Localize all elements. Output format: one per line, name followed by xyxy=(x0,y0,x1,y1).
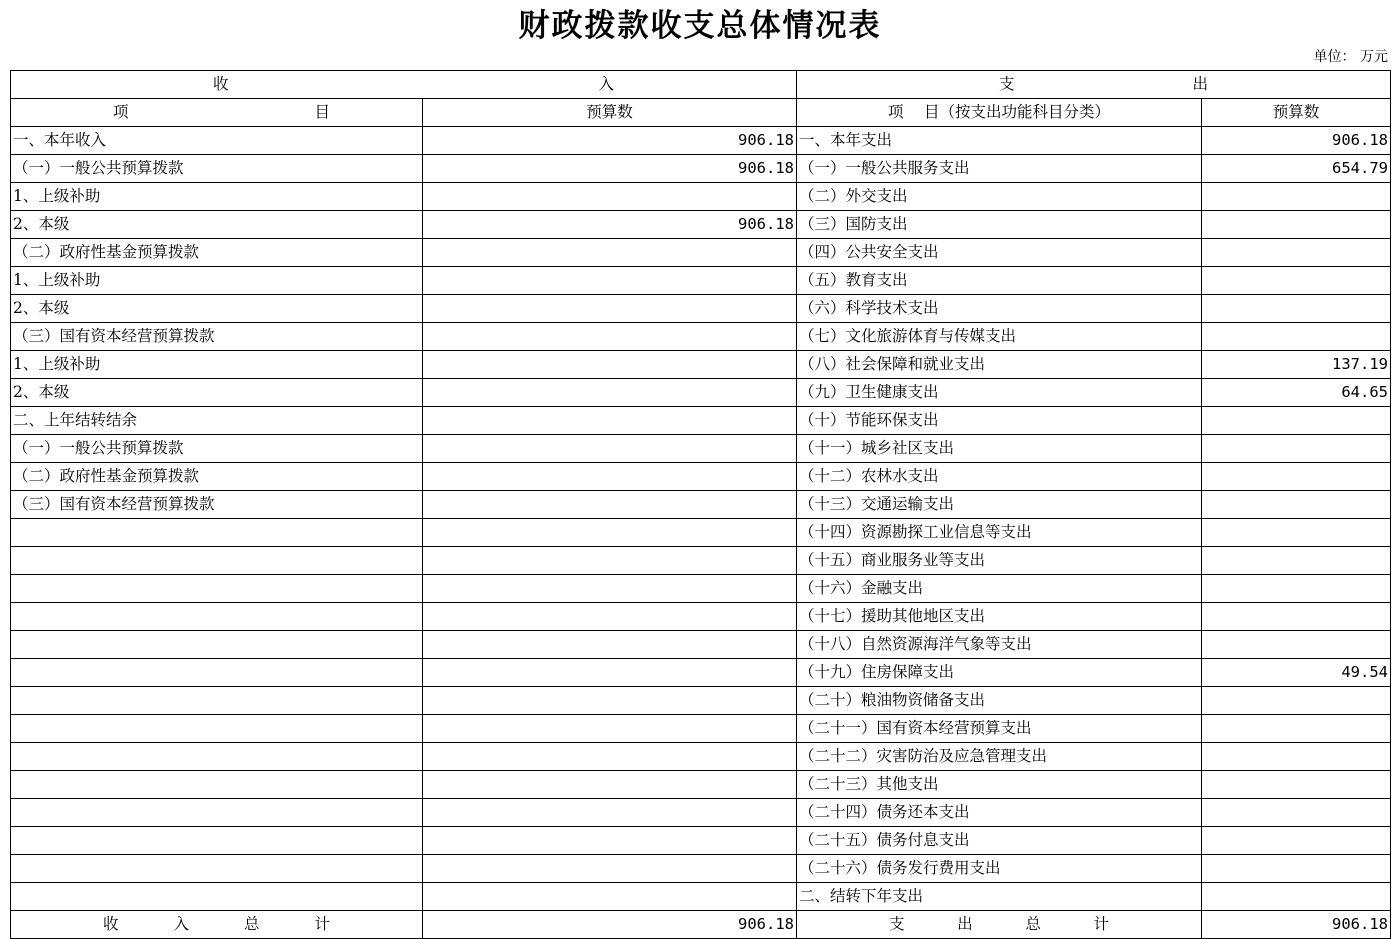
table-row xyxy=(11,631,1391,659)
expense-value-cell xyxy=(1202,239,1391,267)
income-item-cell xyxy=(11,519,423,547)
income-value-cell xyxy=(423,743,797,771)
income-item-cell xyxy=(11,799,423,827)
table-row xyxy=(11,575,1391,603)
income-value-cell xyxy=(423,855,797,883)
table-row xyxy=(11,407,1391,435)
expense-value-cell xyxy=(1202,267,1391,295)
expense-item-cell: （十九）住房保障支出 xyxy=(797,659,1202,687)
income-value-cell xyxy=(423,351,797,379)
income-section-char-2: 入 xyxy=(598,75,614,93)
expense-value-cell xyxy=(1202,295,1391,323)
table-row xyxy=(11,239,1391,267)
table-row xyxy=(11,295,1391,323)
income-value-cell xyxy=(423,519,797,547)
income-item-cell: 2、本级 xyxy=(11,379,423,407)
expense-value-cell xyxy=(1202,547,1391,575)
table-row xyxy=(11,155,1391,183)
income-value-cell xyxy=(423,603,797,631)
expense-total-value: 906.18 xyxy=(1202,911,1391,939)
expense-total-char: 支 xyxy=(889,915,905,933)
income-value-cell xyxy=(423,547,797,575)
expense-budget-header: 预算数 xyxy=(1202,99,1391,127)
table-body xyxy=(11,127,1391,911)
expense-value-cell: 49.54 xyxy=(1202,659,1391,687)
income-item-cell: （一）一般公共预算拨款 xyxy=(11,155,423,183)
income-total-label xyxy=(11,911,423,939)
expense-value-cell xyxy=(1202,827,1391,855)
income-item-cell xyxy=(11,771,423,799)
income-value-cell xyxy=(423,239,797,267)
income-total-char: 计 xyxy=(314,915,330,933)
income-value-cell xyxy=(423,659,797,687)
table-row xyxy=(11,715,1391,743)
table-row xyxy=(11,491,1391,519)
income-item-cell: 2、本级 xyxy=(11,211,423,239)
income-value-cell xyxy=(423,183,797,211)
table-row xyxy=(11,743,1391,771)
expense-value-cell xyxy=(1202,575,1391,603)
expense-item-cell: （十三）交通运输支出 xyxy=(797,491,1202,519)
expense-item-cell: （二十六）债务发行费用支出 xyxy=(797,855,1202,883)
expense-item-cell: （九）卫生健康支出 xyxy=(797,379,1202,407)
expense-value-cell xyxy=(1202,603,1391,631)
income-value-cell xyxy=(423,491,797,519)
income-item-cell xyxy=(11,547,423,575)
table-row xyxy=(11,267,1391,295)
expense-value-cell xyxy=(1202,211,1391,239)
expense-item-cell: （六）科学技术支出 xyxy=(797,295,1202,323)
expense-item-cell: 二、结转下年支出 xyxy=(797,883,1202,911)
expense-value-cell xyxy=(1202,799,1391,827)
table-row xyxy=(11,519,1391,547)
expense-value-cell xyxy=(1202,491,1391,519)
table-row xyxy=(11,183,1391,211)
expense-item-cell: （十）节能环保支出 xyxy=(797,407,1202,435)
income-value-cell xyxy=(423,771,797,799)
expense-section-char-2: 出 xyxy=(1192,75,1208,93)
income-item-cell: （一）一般公共预算拨款 xyxy=(11,435,423,463)
income-item-cell xyxy=(11,715,423,743)
expense-item-cell: （十四）资源勘探工业信息等支出 xyxy=(797,519,1202,547)
expense-value-cell xyxy=(1202,183,1391,211)
income-item-char-2: 目 xyxy=(314,103,330,121)
income-value-cell xyxy=(423,631,797,659)
expense-item-cell: （十一）城乡社区支出 xyxy=(797,435,1202,463)
expense-item-cell: 一、本年支出 xyxy=(797,127,1202,155)
expense-total-label xyxy=(797,911,1202,939)
expense-item-cell: （十六）金融支出 xyxy=(797,575,1202,603)
expense-value-cell xyxy=(1202,687,1391,715)
expense-item-cell: （十五）商业服务业等支出 xyxy=(797,547,1202,575)
income-value-cell xyxy=(423,379,797,407)
table-row xyxy=(11,379,1391,407)
income-budget-header: 预算数 xyxy=(423,99,797,127)
income-value-cell xyxy=(423,435,797,463)
expense-value-cell xyxy=(1202,743,1391,771)
income-item-cell: 二、上年结转结余 xyxy=(11,407,423,435)
unit-label: 单位： 万元 xyxy=(1313,49,1388,65)
table-row xyxy=(11,771,1391,799)
expense-value-cell xyxy=(1202,883,1391,911)
expense-total-char: 总 xyxy=(1025,915,1041,933)
income-value-cell xyxy=(423,323,797,351)
income-value-cell xyxy=(423,407,797,435)
expense-section-char-1: 支 xyxy=(999,75,1015,93)
income-item-cell: 1、上级补助 xyxy=(11,183,423,211)
expense-item-cell: （二）外交支出 xyxy=(797,183,1202,211)
expense-value-cell xyxy=(1202,771,1391,799)
expense-value-cell xyxy=(1202,631,1391,659)
expense-value-cell: 906.18 xyxy=(1202,127,1391,155)
income-item-cell xyxy=(11,603,423,631)
income-item-cell: 1、上级补助 xyxy=(11,351,423,379)
expense-value-cell xyxy=(1202,715,1391,743)
income-value-cell xyxy=(423,827,797,855)
table-row xyxy=(11,603,1391,631)
income-value-cell xyxy=(423,463,797,491)
income-item-cell xyxy=(11,659,423,687)
income-total-char: 总 xyxy=(243,915,260,933)
income-item-cell xyxy=(11,883,423,911)
expense-item-cell: （八）社会保障和就业支出 xyxy=(797,351,1202,379)
expense-value-cell xyxy=(1202,435,1391,463)
header-row-columns xyxy=(11,99,1391,127)
expense-item-cell: （一）一般公共服务支出 xyxy=(797,155,1202,183)
budget-table xyxy=(10,70,1391,939)
income-section-header xyxy=(11,71,797,99)
table-row xyxy=(11,659,1391,687)
income-value-cell: 906.18 xyxy=(423,155,797,183)
table-row xyxy=(11,827,1391,855)
income-section-char-1: 收 xyxy=(213,75,229,93)
income-value-cell xyxy=(423,883,797,911)
expense-item-cell: （二十二）灾害防治及应急管理支出 xyxy=(797,743,1202,771)
expense-section-header xyxy=(797,71,1391,99)
table-row xyxy=(11,351,1391,379)
income-item-cell xyxy=(11,855,423,883)
income-value-cell: 906.18 xyxy=(423,127,797,155)
expense-total-char: 出 xyxy=(957,915,973,933)
expense-item-cell: （五）教育支出 xyxy=(797,267,1202,295)
income-item-cell: 一、本年收入 xyxy=(11,127,423,155)
expense-value-cell xyxy=(1202,463,1391,491)
income-item-cell: 1、上级补助 xyxy=(11,267,423,295)
income-item-cell xyxy=(11,575,423,603)
expense-item-cell: （二十五）债务付息支出 xyxy=(797,827,1202,855)
income-item-cell: 2、本级 xyxy=(11,295,423,323)
table-row xyxy=(11,547,1391,575)
income-total-char: 入 xyxy=(173,915,189,933)
income-item-cell xyxy=(11,743,423,771)
expense-value-cell: 64.65 xyxy=(1202,379,1391,407)
totals-row xyxy=(11,911,1391,939)
income-total-value: 906.18 xyxy=(423,911,797,939)
expense-value-cell xyxy=(1202,323,1391,351)
expense-item-cell: （十二）农林水支出 xyxy=(797,463,1202,491)
income-item-cell: （三）国有资本经营预算拨款 xyxy=(11,491,423,519)
income-item-cell: （三）国有资本经营预算拨款 xyxy=(11,323,423,351)
table-row xyxy=(11,323,1391,351)
income-item-cell xyxy=(11,687,423,715)
page-title: 财政拨款收支总体情况表 xyxy=(518,8,882,44)
expense-item-cell: （二十）粮油物资储备支出 xyxy=(797,687,1202,715)
income-value-cell xyxy=(423,267,797,295)
table-row xyxy=(11,127,1391,155)
table-row xyxy=(11,855,1391,883)
expense-item-cell: （四）公共安全支出 xyxy=(797,239,1202,267)
table-row xyxy=(11,883,1391,911)
expense-item-header: 项 目（按支出功能科目分类） xyxy=(797,99,1202,127)
income-item-char-1: 项 xyxy=(113,103,129,121)
expense-value-cell xyxy=(1202,855,1391,883)
income-item-cell: （二）政府性基金预算拨款 xyxy=(11,463,423,491)
expense-item-cell: （二十一）国有资本经营预算支出 xyxy=(797,715,1202,743)
income-item-cell: （二）政府性基金预算拨款 xyxy=(11,239,423,267)
expense-item-cell: （二十三）其他支出 xyxy=(797,771,1202,799)
header-row-sections xyxy=(11,71,1391,99)
income-item-cell xyxy=(11,827,423,855)
income-item-cell xyxy=(11,631,423,659)
table-row xyxy=(11,463,1391,491)
income-value-cell xyxy=(423,575,797,603)
table-row xyxy=(11,435,1391,463)
expense-item-cell: （三）国防支出 xyxy=(797,211,1202,239)
expense-total-char: 计 xyxy=(1093,915,1109,933)
income-value-cell xyxy=(423,715,797,743)
table-row xyxy=(11,211,1391,239)
budget-table-container xyxy=(10,70,1390,933)
expense-value-cell: 137.19 xyxy=(1202,351,1391,379)
expense-value-cell xyxy=(1202,407,1391,435)
expense-value-cell xyxy=(1202,519,1391,547)
income-value-cell xyxy=(423,687,797,715)
expense-item-cell: （二十四）债务还本支出 xyxy=(797,799,1202,827)
table-row xyxy=(11,799,1391,827)
income-total-char: 收 xyxy=(103,915,119,933)
expense-value-cell: 654.79 xyxy=(1202,155,1391,183)
income-value-cell xyxy=(423,799,797,827)
table-row xyxy=(11,687,1391,715)
income-value-cell: 906.18 xyxy=(423,211,797,239)
expense-item-cell: （七）文化旅游体育与传媒支出 xyxy=(797,323,1202,351)
income-value-cell xyxy=(423,295,797,323)
expense-item-cell: （十七）援助其他地区支出 xyxy=(797,603,1202,631)
expense-item-cell: （十八）自然资源海洋气象等支出 xyxy=(797,631,1202,659)
income-item-header xyxy=(11,99,423,127)
